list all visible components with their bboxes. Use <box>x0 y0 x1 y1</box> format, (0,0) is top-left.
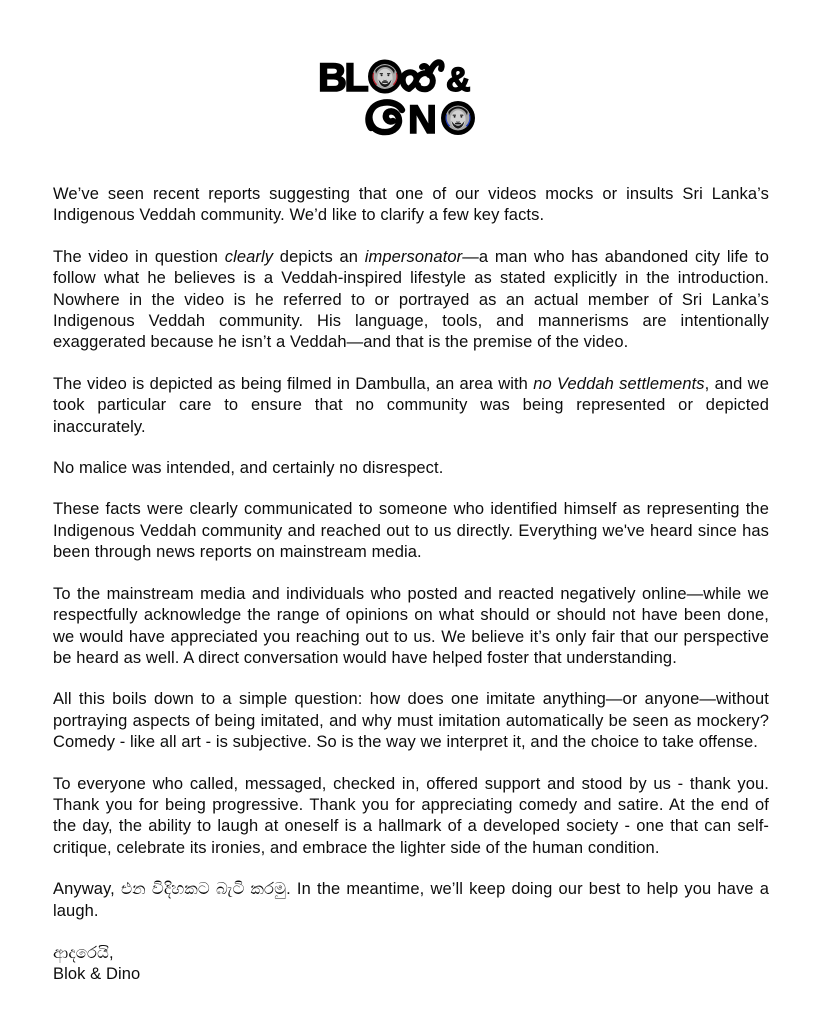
paragraph-text: Anyway, එන විදිහකට බැටි කරමු. In the meantime, we’ll keep doing our best to help you have a laugh. <box>53 880 769 920</box>
logo-sinhala-k-glyph <box>402 62 441 89</box>
paragraph-text: No malice was intended, and certainly no disrespect. <box>53 459 444 478</box>
signature-salutation: ආදරෙයි, <box>53 943 114 962</box>
paragraph-text: These facts were clearly communicated to someone who identified himself as representing the Indigenous Veddah community and reached out to us directly. Everything we've heard since has been through news reports on mainstream media. <box>53 500 769 562</box>
emphasized-text: no Veddah settlements <box>533 374 705 393</box>
logo-letters-bl: BL <box>317 56 366 100</box>
paragraph-text: , and we took particular care to ensure that no community was being represented or depicted inaccurately. <box>53 374 769 436</box>
statement-paragraph <box>53 879 769 922</box>
statement-paragraph <box>53 584 769 670</box>
signature-block <box>53 943 769 986</box>
emphasized-text: clearly <box>224 247 274 266</box>
logo-ampersand: & <box>445 61 471 99</box>
logo-letter-n: N <box>407 98 434 142</box>
paragraph-text: To the mainstream media and individuals who posted and reacted negatively online—while we respectfully acknowledge the range of opinions on what should or should not have been done, we would have appreciated you reaching out to us. We believe it’s only fair that our perspective be heard as well. A direct conversation would have helped foster that understanding. <box>53 584 769 667</box>
signature-name: Blok & Dino <box>53 965 141 984</box>
statement-paragraph <box>53 689 769 753</box>
logo-letter-o-dino <box>441 101 475 135</box>
paragraph-text: depicts an <box>273 247 365 266</box>
paragraph-text: The video is depicted as being filmed in Dambulla, an area with <box>53 374 534 393</box>
blok-dino-logo <box>0 48 819 148</box>
statement-paragraph <box>53 774 769 860</box>
statement-paragraph <box>53 458 769 479</box>
statement-paragraph <box>53 374 769 438</box>
statement-paragraph <box>53 499 769 563</box>
logo-sinhala-d-glyph <box>368 102 402 132</box>
paragraph-text: We’ve seen recent reports suggesting that one of our videos mocks or insults Sri Lanka’s Indigenous Veddah community. We’d like to clarify a few key facts. <box>53 185 769 225</box>
blok-dino-logo-graphic <box>310 48 510 148</box>
logo-letter-o-blok <box>368 60 402 94</box>
paragraph-text: —a man who has abandoned city life to follow what he believes is a Veddah-inspired lifestyle as stated explicitly in the introduction. Nowhere in the video is he referred to or portrayed as an actual member of Sri Lanka’s Indigenous Veddah community. His language, tools, and mannerisms are intentionally exaggerated because he isn’t a Veddah—and that is the premise of the video. <box>53 247 769 352</box>
paragraph-text: All this boils down to a simple question: how does one imitate anything—or anyone—without portraying aspects of being imitated, and why must imitation automatically be seen as mockery? Comedy - like all art - is subjective. So is the way we interpret it, and the choice to take offense. <box>53 690 769 752</box>
paragraph-text: To everyone who called, messaged, checked in, offered support and stood by us - thank you. Thank you for being progressive. Thank you for appreciating comedy and satire. At the end of the day, the ability to laugh at oneself is a hallmark of a developed society - one that can self-critique, celebrate its ironies, and embrace the lighter side of the human condition. <box>53 774 769 857</box>
emphasized-text: impersonator <box>364 247 463 266</box>
statement-body <box>53 184 769 986</box>
paragraph-text: The video in question <box>53 247 225 266</box>
statement-paragraph <box>53 247 769 354</box>
statement-paragraph <box>53 184 769 227</box>
